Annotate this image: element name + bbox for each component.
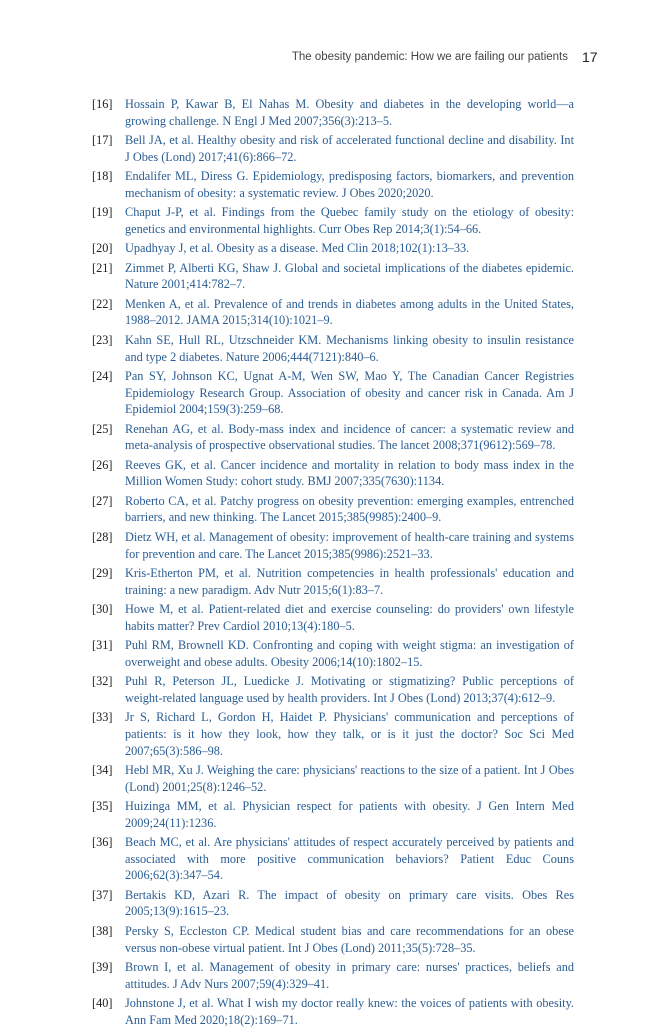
reference-link[interactable]: Reeves GK, et al. Cancer incidence and mortality in relation to body mass index in the Million Women Study: cohort study. BMJ 2007;335(7630):1134. [125,457,574,489]
reference-item [92,798,574,831]
reference-number: [25] [92,421,113,436]
reference-number: [24] [92,369,113,384]
reference-number: [22] [92,296,113,311]
reference-number: [39] [92,959,113,974]
reference-link[interactable]: Brown I, et al. Management of obesity in primary care: nurses' practices, beliefs and attitudes. J Adv Nurs 2007;59(4):329–41. [125,959,574,991]
reference-link[interactable]: Zimmet P, Alberti KG, Shaw J. Global and societal implications of the diabetes epidemic. Nature 2001;414:782–7. [125,260,574,292]
reference-item [92,204,574,237]
reference-number: [38] [92,923,113,938]
reference-link[interactable]: Upadhyay J, et al. Obesity as a disease. Med Clin 2018;102(1):13–33. [125,241,470,256]
reference-item [92,762,574,795]
reference-number: [19] [92,205,113,220]
reference-item [92,709,574,759]
reference-item [92,887,574,920]
reference-number: [37] [92,887,113,902]
reference-item [92,132,574,165]
reference-item [92,601,574,634]
reference-link[interactable]: Kris-Etherton PM, et al. Nutrition competencies in health professionals' education and training: a new paradigm. Adv Nutr 2015;6(1):83–7. [125,566,574,597]
reference-number: [29] [92,566,113,581]
reference-link[interactable]: Pan SY, Johnson KC, Ugnat A-M, Wen SW, Mao Y, The Canadian Cancer Registries Epidemiology Research Group. Association of obesity and cancer risk in Canada. Am J Epidemiol 2004;159(3):259–68. [125,369,574,417]
reference-number: [28] [92,529,113,544]
reference-item [92,96,574,129]
reference-number: [16] [92,97,113,111]
reference-link[interactable]: Puhl RM, Brownell KD. Confronting and coping with weight stigma: an investigation of overweight and obese adults. Obesity 2006;14(10):1802–15. [125,638,574,669]
reference-item [92,923,574,956]
reference-link[interactable]: Persky S, Eccleston CP. Medical student bias and care recommendations for an obese versus non-obese virtual patient. Int J Obes (Lond) 2011;35(5):728–35. [125,923,574,955]
reference-item [92,260,574,293]
reference-item [92,332,574,365]
reference-link[interactable]: Hebl MR, Xu J. Weighing the care: physicians' reactions to the size of a patient. Int J Obes (Lond) 2001;25(8):1246–52. [125,763,574,794]
reference-item [92,457,574,490]
reference-number: [26] [92,457,113,472]
reference-item [92,565,574,598]
reference-link[interactable]: Kahn SE, Hull RL, Utzschneider KM. Mechanisms linking obesity to insulin resistance and type 2 diabetes. Nature 2006;444(7121):840–6. [125,332,574,364]
reference-number: [21] [92,260,113,275]
reference-number: [33] [92,710,113,725]
reference-item [92,368,574,418]
reference-link[interactable]: Bertakis KD, Azari R. The impact of obesity on primary care visits. Obes Res 2005;13(9):1615–23. [125,887,574,919]
reference-number: [23] [92,332,113,347]
reference-item [92,168,574,201]
reference-link[interactable]: Bell JA, et al. Healthy obesity and risk of accelerated functional decline and disability. Int J Obes (Lond) 2017;41(6):866–72. [125,133,574,164]
reference-item [92,637,574,670]
reference-item [92,959,574,992]
reference-number: [20] [92,241,113,256]
page-header [0,49,666,69]
reference-item [92,421,574,454]
reference-link[interactable]: Renehan AG, et al. Body-mass index and incidence of cancer: a systematic review and meta-analysis of prospective observational studies. The lancet 2008;371(9612):569–78. [125,421,574,453]
reference-link[interactable]: Dietz WH, et al. Management of obesity: improvement of health-care training and systems for prevention and care. The Lancet 2015;385(9986):2521–33. [125,529,574,561]
reference-item [92,529,574,562]
page-number: 17 [582,49,598,65]
reference-link[interactable]: Menken A, et al. Prevalence of and trends in diabetes among adults in the United States, 1988–2012. JAMA 2015;314(10):1021–9. [125,296,574,328]
reference-number: [35] [92,799,113,814]
reference-number: [18] [92,169,113,184]
reference-link[interactable]: Hossain P, Kawar B, El Nahas M. Obesity and diabetes in the developing world—a growing challenge. N Engl J Med 2007;356(3):213–5. [125,97,574,128]
reference-link[interactable]: Endalifer ML, Diress G. Epidemiology, predisposing factors, biomarkers, and prevention mechanism of obesity: a systematic review. J Obes 2020;2020. [125,169,574,200]
reference-list [92,96,574,1031]
reference-number: [31] [92,638,113,653]
reference-item [92,673,574,706]
reference-link[interactable]: Beach MC, et al. Are physicians' attitudes of respect accurately perceived by patients and associated with more positive communication behaviors? Patient Educ Couns 2006;62(3):347–54. [125,835,574,883]
reference-number: [40] [92,996,113,1011]
reference-number: [30] [92,602,113,617]
reference-number: [32] [92,674,113,689]
reference-number: [34] [92,763,113,777]
reference-link[interactable]: Chaput J-P, et al. Findings from the Quebec family study on the etiology of obesity: genetics and environmental highlights. Curr Obes Rep 2014;3(1):54–66. [125,205,574,236]
reference-link[interactable]: Huizinga MM, et al. Physician respect for patients with obesity. J Gen Intern Med 2009;24(11):1236. [125,799,574,830]
reference-number: [36] [92,835,113,850]
reference-item [92,296,574,329]
reference-item [92,493,574,526]
reference-link[interactable]: Jr S, Richard L, Gordon H, Haidet P. Physicians' communication and perceptions of patients: is it how they look, how they talk, or is it just the doctor? Soc Sci Med 2007;65(3):586–98. [125,710,574,758]
reference-item [92,834,574,884]
reference-link[interactable]: Puhl R, Peterson JL, Luedicke J. Motivating or stigmatizing? Public perceptions of weight-related language used by health providers. Int J Obes (Lond) 2013;37(4):612–9. [125,674,574,705]
reference-item [92,995,574,1028]
reference-item [92,240,574,257]
reference-number: [27] [92,493,113,508]
running-title: The obesity pandemic: How we are failing our patients [291,51,568,63]
reference-number: [17] [92,133,113,148]
reference-link[interactable]: Roberto CA, et al. Patchy progress on obesity prevention: emerging examples, entrenched barriers, and new thinking. The Lancet 2015;385(9985):2400–9. [125,493,574,525]
reference-link[interactable]: Johnstone J, et al. What I wish my doctor really knew: the voices of patients with obesity. Ann Fam Med 2020;18(2):169–71. [125,996,574,1027]
reference-link[interactable]: Howe M, et al. Patient-related diet and exercise counseling: do providers' own lifestyle habits matter? Prev Cardiol 2010;13(4):180–5. [125,602,574,633]
